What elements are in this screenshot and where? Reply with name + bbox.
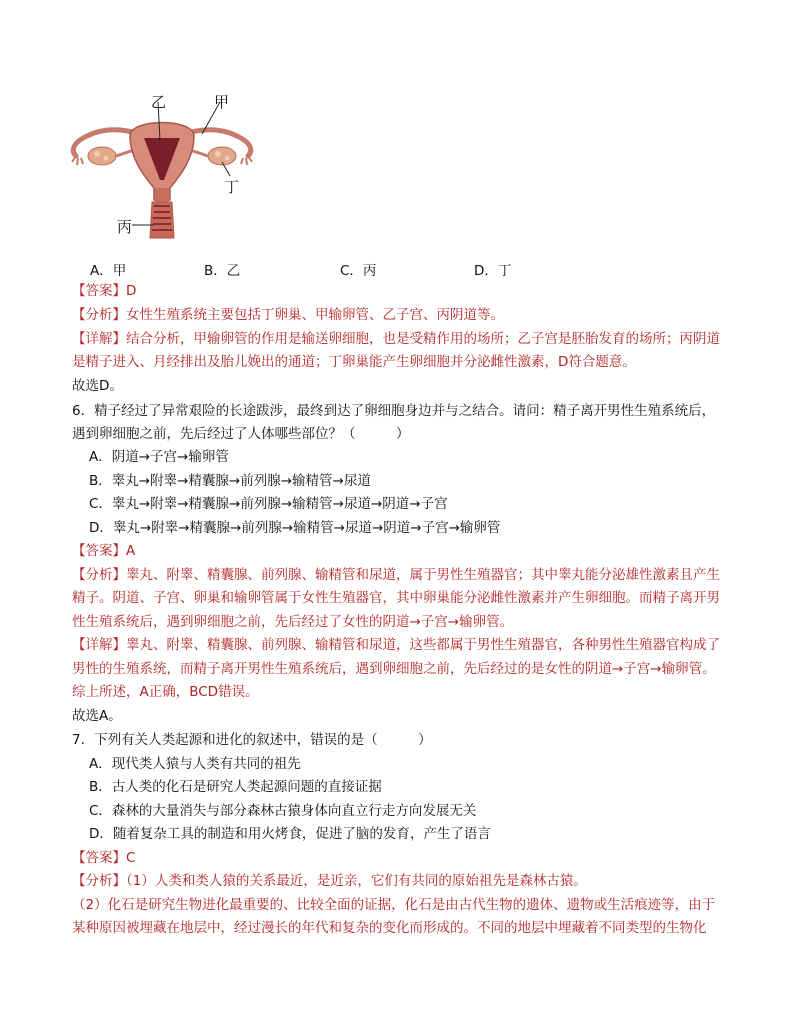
q6-option-b: B．睾丸→附睾→精囊腺→前列腺→输精管→尿道 [89, 473, 371, 489]
q7-option-d: D．随着复杂工具的制造和用火烤食，促进了脑的发育，产生了语言 [89, 826, 491, 842]
q7-analysis-line: （2）化石是研究生物进化最重要的、比较全面的证据，化石是由古代生物的遗体、遗物或生活痕迹等，由于 [72, 897, 716, 913]
q7-answer: 【答案】C [72, 850, 136, 866]
uterus-diagram [62, 88, 262, 248]
q7-analysis-line: 某种原因被埋藏在地层中，经过漫长的年代和复杂的变化而形成的。不同的地层中埋藏着不同类型的生物化 [72, 920, 707, 936]
figure-label-jia: 甲 [214, 93, 230, 111]
figure-label-yi: 乙 [151, 93, 167, 111]
q6-analysis-line: 性生殖系统后，遇到卵细胞之前，先后经过了女性的阴道→子宫→输卵管。 [72, 614, 514, 630]
q6-stem-line: 6．精子经过了异常艰险的长途跋涉，最终到达了卵细胞身边并与之结合。请问：精子离开男性生殖系统后， [72, 403, 716, 419]
q7-analysis-line: 【分析】（1）人类和类人猿的关系最近，是近亲，它们有共同的原始祖先是森林古猿。 [72, 873, 587, 889]
q6-option-d: D．睾丸→附睾→精囊腺→前列腺→输精管→尿道→阴道→子宫→输卵管 [89, 520, 501, 536]
reproductive-system-figure [62, 88, 262, 248]
q5-detail-line: 【详解】结合分析，甲输卵管的作用是输送卵细胞，也是受精作用的场所；乙子宫是胚胎发育的场所；丙阴道 [72, 331, 720, 347]
q5-option-b: B．乙 [204, 263, 241, 279]
q7-stem: 7．下列有关人类起源和进化的叙述中，错误的是（ ） [72, 732, 432, 748]
q7-option-c: C．森林的大量消失与部分森林古猿身体向直立行走方向发展无关 [89, 803, 477, 819]
q5-detail-line: 是精子进入、月经排出及胎儿娩出的通道；丁卵巢能产生卵细胞并分泌雌性激素，D符合题意。 [72, 354, 636, 370]
q5-analysis: 【分析】女性生殖系统主要包括丁卵巢、甲输卵管、乙子宫、丙阴道等。 [72, 307, 504, 323]
q7-option-b: B．古人类的化石是研究人类起源问题的直接证据 [89, 779, 382, 795]
q6-analysis-line: 【分析】睾丸、附睾、精囊腺、前列腺、输精管和尿道，属于男性生殖器官；其中睾丸能分泌雄性激素且产生 [72, 567, 720, 583]
q5-option-d: D．丁 [474, 263, 512, 279]
q6-detail-line: 男性的生殖系统，而精子离开男性生殖系统后，遇到卵细胞之前，先后经过的是女性的阴道→子宫→输卵管。 [72, 661, 716, 677]
q6-detail-line: 综上所述，A正确，BCD错误。 [72, 684, 259, 700]
q6-conclusion: 故选A。 [72, 708, 122, 724]
q6-detail-line: 【详解】睾丸、附睾、精囊腺、前列腺、输精管和尿道，这些都属于男性生殖器官，各种男性生殖器官构成了 [72, 637, 720, 653]
q6-stem-line: 遇到卵细胞之前，先后经过了人体哪些部位？（ ） [72, 426, 410, 442]
q6-answer: 【答案】A [72, 543, 136, 559]
q7-option-a: A．现代类人猿与人类有共同的祖先 [89, 756, 301, 772]
q5-conclusion: 故选D。 [72, 378, 123, 394]
figure-label-ding: 丁 [224, 178, 240, 196]
q5-answer: 【答案】D [72, 283, 137, 299]
q5-option-a: A．甲 [90, 263, 127, 279]
q5-option-c: C．丙 [340, 263, 377, 279]
q6-option-a: A．阴道→子宫→输卵管 [89, 449, 229, 465]
q6-option-c: C．睾丸→附睾→精囊腺→前列腺→输精管→尿道→阴道→子宫 [89, 496, 448, 512]
q6-analysis-line: 精子。阴道、子宫、卵巢和输卵管属于女性生殖器官，其中卵巢能分泌雌性激素并产生卵细胞。而精子离开男 [72, 590, 720, 606]
figure-label-bing: 丙 [117, 218, 133, 236]
